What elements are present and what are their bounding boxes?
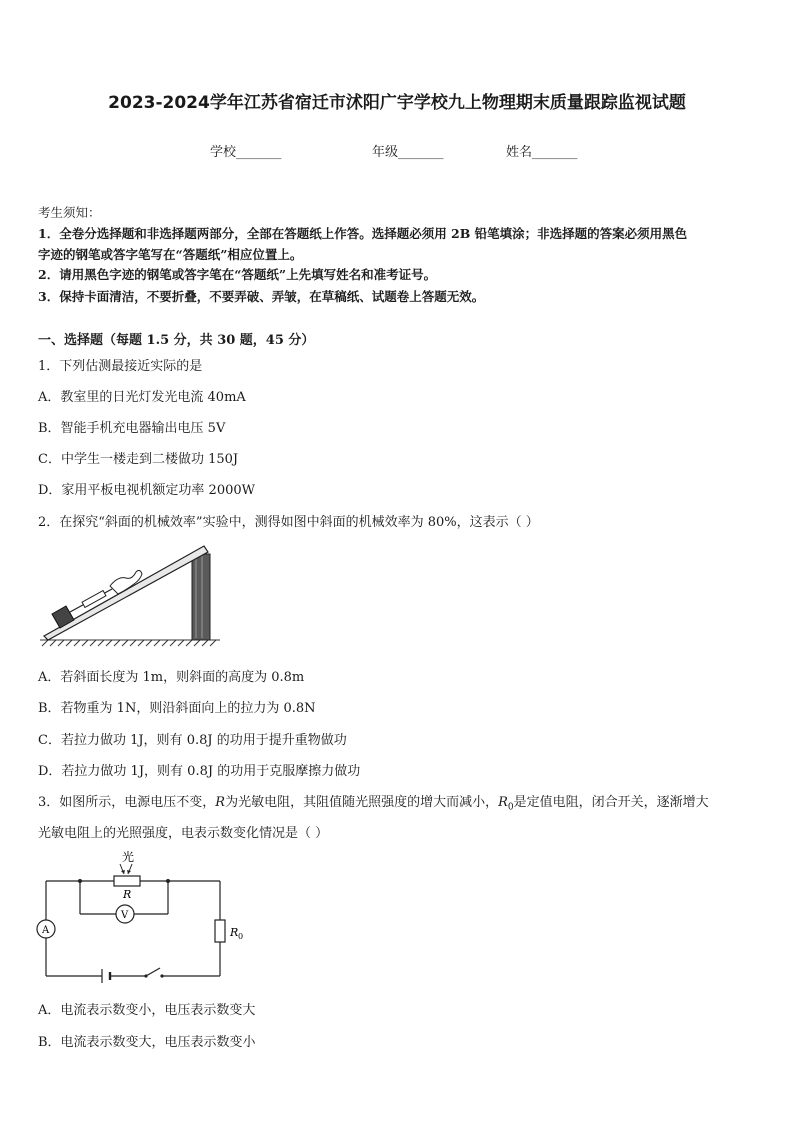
grade-field: 年级_______ <box>372 145 444 160</box>
q2-option-d: D．若拉力做功 1J，则有 0.8J 的功用于克服摩擦力做功 <box>38 764 361 779</box>
q2-option-a: A．若斜面长度为 1m，则斜面的高度为 0.8m <box>38 670 305 685</box>
support-block <box>192 554 210 640</box>
switch <box>146 968 160 976</box>
notice-line-1b: 字迹的钢笔或答字笔写在“答题纸”相应位置上。 <box>38 247 303 262</box>
q3-option-b: B．电流表示数变大，电压表示数变小 <box>38 1035 256 1050</box>
incline-figure <box>36 536 222 648</box>
photoresistor <box>114 876 140 886</box>
notice-line-2: 2．请用黑色字迹的钢笔或答字笔在“答题纸”上先填写姓名和准考证号。 <box>38 267 437 282</box>
name-field: 姓名_______ <box>506 145 578 160</box>
q1-option-d: D．家用平板电视机额定功率 2000W <box>38 483 256 498</box>
school-field: 学校_______ <box>210 145 282 160</box>
q3-stem-line2: 光敏电阻上的光照强度，电表示数变化情况是（ ） <box>38 826 329 841</box>
light-label: 光 <box>122 850 135 864</box>
ammeter-label: A <box>42 925 50 936</box>
q1-option-a: A．教室里的日光灯发光电流 40mA <box>38 390 246 405</box>
q1-stem: 1．下列估测最接近实际的是 <box>38 359 203 374</box>
page-title: 2023-2024学年江苏省宿迁市沭阳广宇学校九上物理期末质量跟踪监视试题 <box>108 93 686 113</box>
r-label: R <box>123 888 132 901</box>
q1-option-b: B．智能手机充电器输出电压 5V <box>38 421 226 436</box>
q3-stem-line1: 3．如图所示，电源电压不变，R为光敏电阻，其阻值随光照强度的增大而减小，$R_0$是定值电阻，闭合开关，逐渐增大 <box>38 795 709 813</box>
r0-sub: 0 <box>238 932 244 941</box>
q1-option-c: C．中学生一楼走到二楼做功 150J <box>38 452 239 467</box>
resistor-r0 <box>215 920 225 942</box>
r0-label: R <box>230 926 239 939</box>
section-heading: 一、选择题（每题 1.5 分，共 30 题，45 分） <box>38 333 315 348</box>
ground-hatching <box>40 640 220 646</box>
q2-stem: 2．在探究“斜面的机械效率”实验中，测得如图中斜面的机械效率为 80%，这表示（ ） <box>38 515 539 530</box>
notice-heading: 考生须知： <box>38 205 101 220</box>
q2-option-b: B．若物重为 1N，则沿斜面向上的拉力为 0.8N <box>38 701 316 716</box>
voltmeter-label: V <box>121 910 129 921</box>
q2-option-c: C．若拉力做功 1J，则有 0.8J 的功用于提升重物做功 <box>38 733 347 748</box>
circuit-figure <box>34 846 254 986</box>
q3-option-a: A．电流表示数变小，电压表示数变大 <box>38 1003 256 1018</box>
incline-plank <box>44 546 208 640</box>
notice-line-3: 3．保持卡面清洁，不要折叠，不要弄破、弄皱，在草稿纸、试题卷上答题无效。 <box>38 289 485 304</box>
notice-line-1a: 1．全卷分选择题和非选择题两部分，全部在答题纸上作答。选择题必须用 2B 铅笔填涂；非选择题的答案必须用黑色 <box>38 226 688 241</box>
